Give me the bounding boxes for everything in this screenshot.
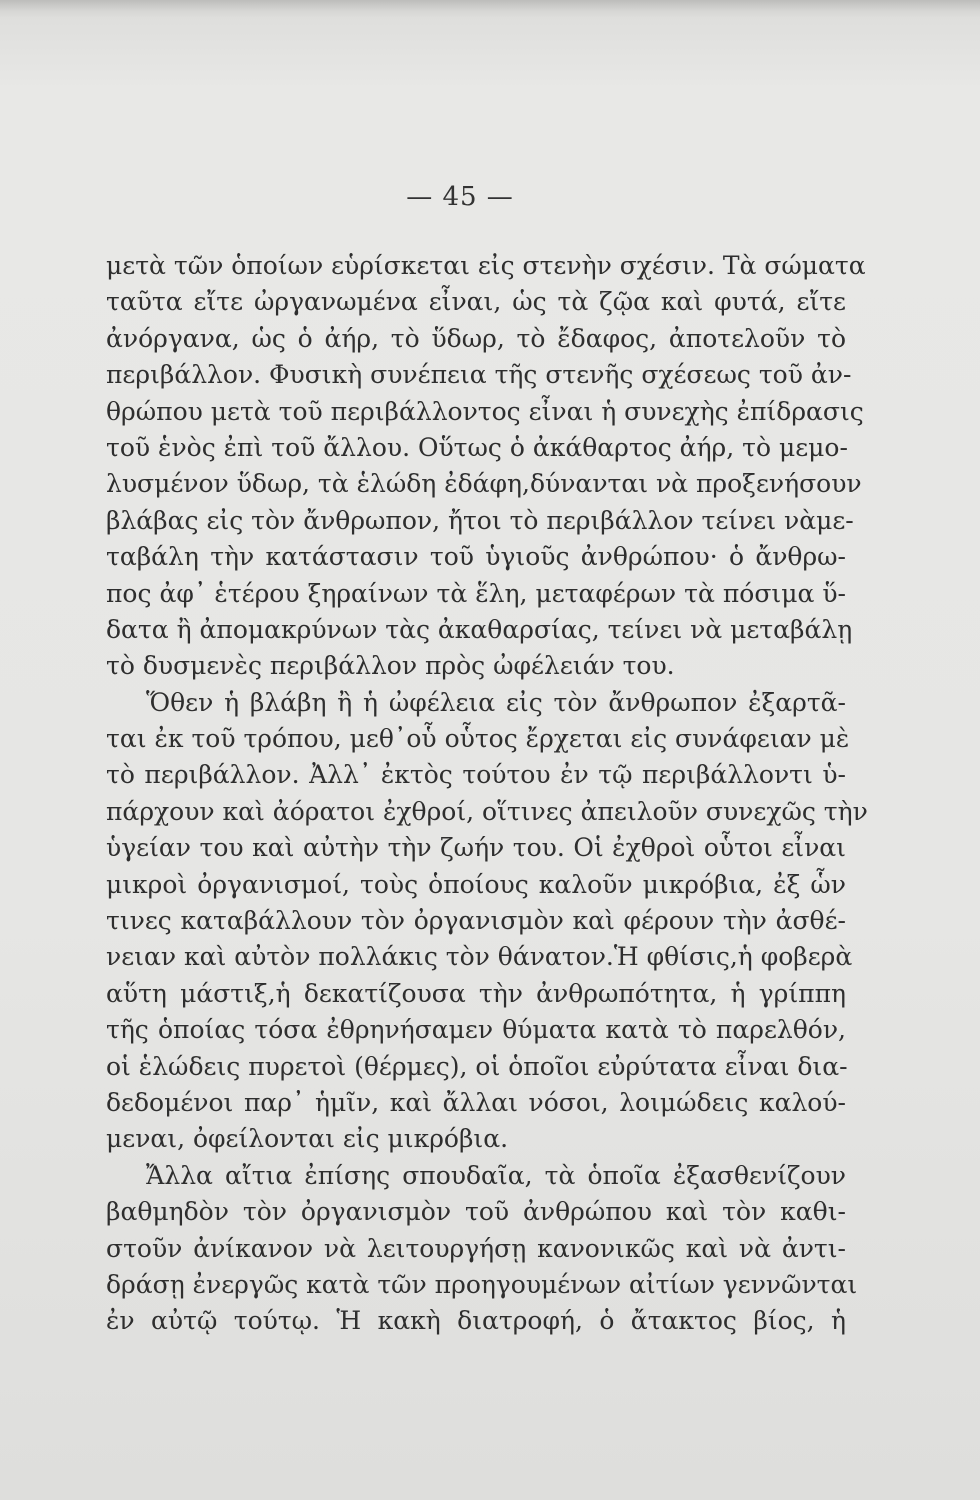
text-line: ἐν αὐτῷ τούτῳ. Ἡ κακὴ διατροφή, ὁ ἄτακτος βίος, ἡ [106,1306,846,1336]
text-line: βαθμηδὸν τὸν ὀργανισμὸν τοῦ ἀνθρώπου καὶ τὸν καθι- [106,1197,846,1227]
page-number: — 45 — [406,182,514,212]
text-line: αὕτη μάστιξ,ἡ δεκατίζουσα τὴν ἀνθρωπότητα, ἡ γρίππη [106,978,846,1008]
text-line: τοῦ ἑνὸς ἐπὶ τοῦ ἄλλου. Οὕτως ὁ ἀκάθαρτος ἀήρ, τὸ μεμο- [106,432,848,462]
body-text [106,248,868,1340]
text-line: ἀνόργανα, ὡς ὁ ἀήρ, τὸ ὕδωρ, τὸ ἔδαφος, ἀποτελοῦν τὸ [106,323,846,353]
text-line: τινες καταβάλλουν τὸν ὀργανισμὸν καὶ φέρουν τὴν ἀσθέ- [106,906,846,936]
text-line: μεναι, ὀφείλονται εἰς μικρόβια. [106,1124,509,1154]
text-line: ταβάλη τὴν κατάστασιν τοῦ ὑγιοῦς ἀνθρώπου· ὁ ἄνθρω- [106,542,846,572]
text-line: οἱ ἑλώδεις πυρετοὶ (θέρμες), οἱ ὁποῖοι εὐρύτατα εἶναι δια- [106,1051,848,1081]
text-line: δεδομένοι παρ᾽ ἡμῖν, καὶ ἄλλαι νόσοι, λοιμώδεις καλού- [106,1087,846,1117]
text-line: τὸ περιβάλλον. Ἀλλ᾽ ἐκτὸς τούτου ἐν τῷ περιβάλλοντι ὑ- [106,760,846,790]
text-line: τὸ δυσμενὲς περιβάλλον πρὸς ὠφέλειάν του. [106,651,675,681]
text-line: νειαν καὶ αὐτὸν πολλάκις τὸν θάνατον.Ἡ φθίσις,ἡ φοβερὰ [106,942,853,972]
text-line: θρώπου μετὰ τοῦ περιβάλλοντος εἶναι ἡ συνεχὴς ἐπίδρασις [106,396,864,426]
text-line: στοῦν ἀνίκανον νὰ λειτουργήσῃ κανονικῶς καὶ νὰ ἀντι- [106,1233,846,1263]
page-top-edge [0,0,980,18]
text-line: μικροὶ ὀργανισμοί, τοὺς ὁποίους καλοῦν μικρόβια, ἐξ ὧν [106,869,846,899]
text-line: λυσμένον ὕδωρ, τὰ ἑλώδη ἐδάφη,δύνανται νὰ προξενήσουν [106,469,862,499]
text-line: ὑγείαν του καὶ αὐτὴν τὴν ζωήν του. Οἱ ἐχθροὶ οὗτοι εἶναι [106,833,846,863]
text-line: τῆς ὁποίας τόσα ἐθρηνήσαμεν θύματα κατὰ τὸ παρελθόν, [106,1015,846,1045]
text-line: ταῦτα εἴτε ὠργανωμένα εἶναι, ὡς τὰ ζῷα καὶ φυτά, εἴτε [106,287,846,317]
text-line: περιβάλλον. Φυσικὴ συνέπεια τῆς στενῆς σχέσεως τοῦ ἀν- [106,360,852,390]
text-line: βλάβας εἰς τὸν ἄνθρωπον, ἤτοι τὸ περιβάλλον τείνει νὰμε- [106,505,854,535]
text-line: μετὰ τῶν ὁποίων εὑρίσκεται εἰς στενὴν σχέσιν. Τὰ σώματα [106,251,866,280]
text-line-paragraph-start: Ἄλλα αἴτια ἐπίσης σπουδαῖα, τὰ ὁποῖα ἐξασθενίζουν [146,1160,846,1190]
text-line: δράσῃ ἐνεργῶς κατὰ τῶν προηγουμένων αἰτίων γεννῶνται [106,1269,858,1299]
text-line: πάρχουν καὶ ἀόρατοι ἐχθροί, οἵτινες ἀπειλοῦν συνεχῶς τὴν [106,796,868,826]
text-line-paragraph-start: Ὅθεν ἡ βλάβη ἢ ἡ ὠφέλεια εἰς τὸν ἄνθρωπον ἐξαρτᾶ- [146,687,846,717]
text-line: ται ἐκ τοῦ τρόπου, μεθ᾽οὗ οὗτος ἔρχεται εἰς συνάφειαν μὲ [106,724,850,754]
text-line: πος ἀφ᾽ ἑτέρου ξηραίνων τὰ ἕλη, μεταφέρων τὰ πόσιμα ὕ- [106,578,846,608]
text-line: δατα ἢ ἀπομακρύνων τὰς ἀκαθαρσίας, τείνει νὰ μεταβάλῃ [106,614,853,644]
